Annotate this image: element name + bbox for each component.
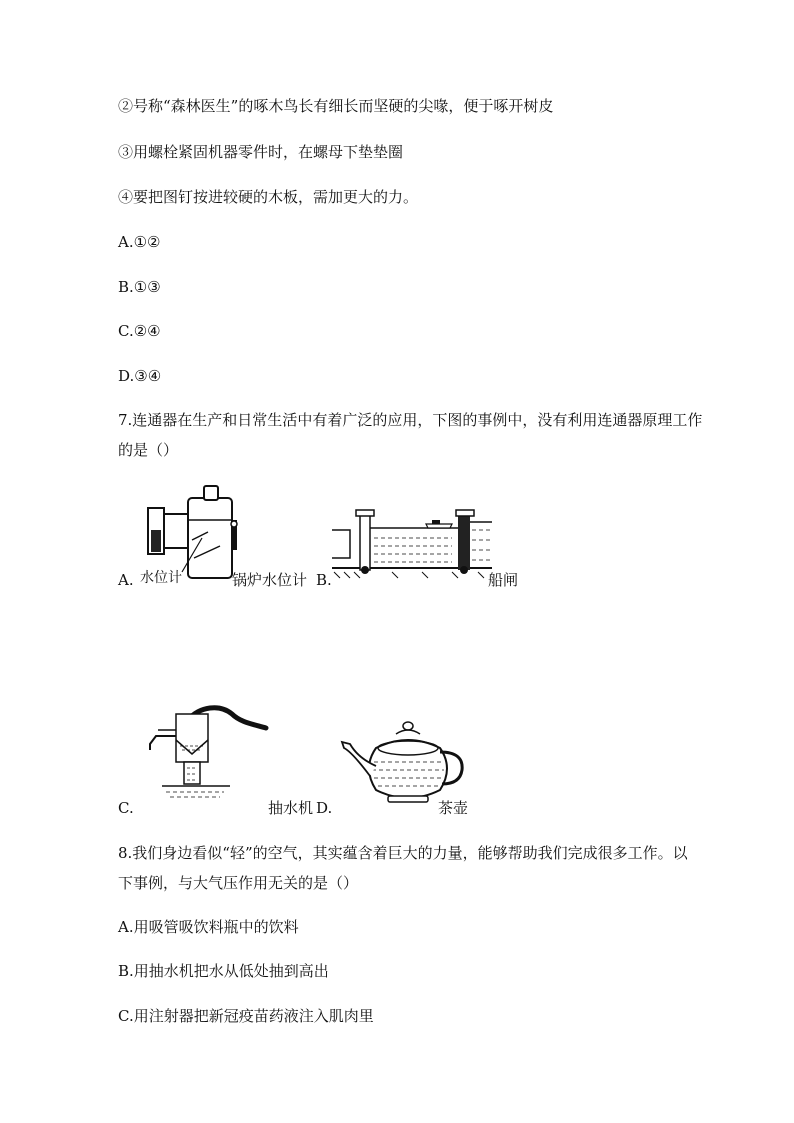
statement-3: ③用螺栓紧固机器零件时，在螺母下垫垫圈	[118, 143, 404, 161]
figure-c-letter[interactable]: C.	[118, 799, 134, 817]
figure-c-caption: 抽水机	[268, 799, 314, 817]
q8-option-b[interactable]: B.用抽水机把水从低处抽到高出	[118, 962, 329, 980]
statement-2: ②号称“森林医生”的啄木鸟长有细长而坚硬的尖喙，便于啄开树皮	[118, 97, 554, 115]
figure-ship-lock	[332, 500, 492, 584]
q8-stem-line-2: 下事例，与大气压作用无关的是（）	[118, 874, 359, 892]
q8-stem-line-1: 8.我们身边看似“轻”的空气，其实蕴含着巨大的力量，能够帮助我们完成很多工作。以	[118, 844, 688, 862]
figure-d-letter[interactable]: D.	[316, 799, 333, 817]
q6-option-b[interactable]: B.①③	[118, 278, 161, 296]
water-pump-illustration	[140, 700, 270, 800]
statement-4: ④要把图钉按进较硬的木板，需加更大的力。	[118, 188, 419, 206]
figure-a-inner-label: 水位计	[140, 570, 182, 586]
q8-option-c[interactable]: C.用注射器把新冠疫苗药液注入肌肉里	[118, 1007, 374, 1025]
q6-option-d[interactable]: D.③④	[118, 367, 162, 385]
q6-option-a[interactable]: A.①②	[118, 233, 161, 251]
q7-stem-line-2: 的是（）	[118, 441, 179, 459]
teapot-illustration	[336, 718, 476, 808]
q8-option-a[interactable]: A.用吸管吸饮料瓶中的饮料	[118, 918, 299, 936]
ship-lock-illustration	[332, 500, 492, 580]
q7-stem-line-1: 7.连通器在生产和日常生活中有着广泛的应用，下图的事例中，没有利用连通器原理工作	[118, 411, 703, 429]
q6-option-c[interactable]: C.②④	[118, 322, 161, 340]
figure-b-caption: 船闸	[488, 571, 519, 589]
figure-b-letter[interactable]: B.	[316, 571, 332, 589]
figure-a-letter[interactable]: A.	[118, 571, 134, 589]
figure-d-caption: 茶壶	[438, 799, 469, 817]
figure-a-caption: 锅炉水位计	[232, 571, 308, 589]
figure-water-pump	[140, 700, 270, 804]
